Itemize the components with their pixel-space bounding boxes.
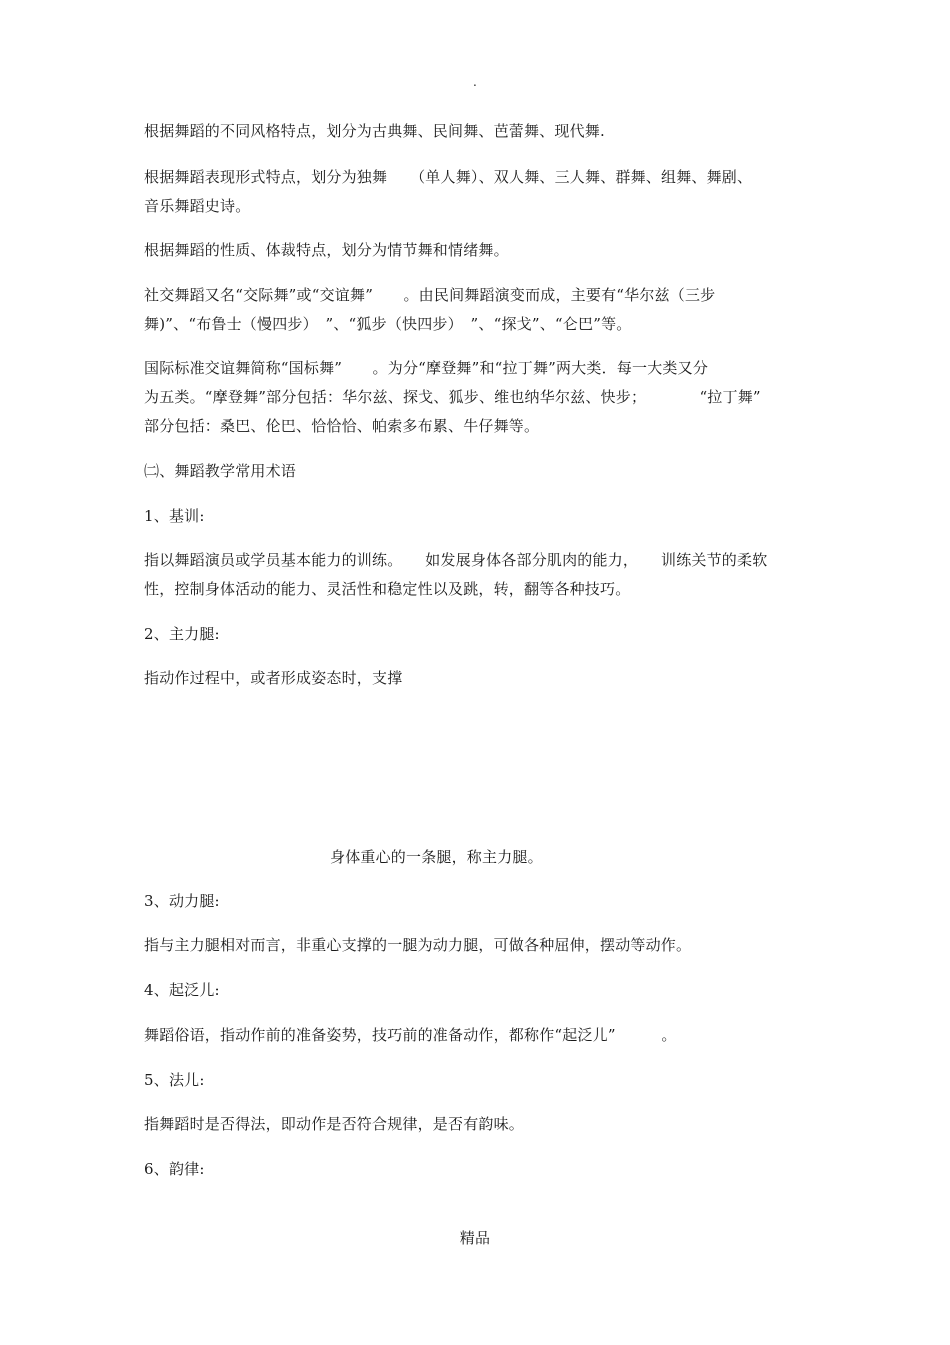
term-1-definition-line-2: 性，控制身体活动的能力、灵活性和稳定性以及跳，转，翻等各种技巧。 xyxy=(144,580,631,598)
term-1-definition-line-1: 指以舞蹈演员或学员基本能力的训练。 如发展身体各部分肌肉的能力， 训练关节的柔软 xyxy=(144,551,768,569)
paragraph-dance-styles: 根据舞蹈的不同风格特点，划分为古典舞、民间舞、芭蕾舞、现代舞. xyxy=(144,122,605,140)
paragraph-ballroom-line-1: 国际标准交谊舞简称“国标舞” 。为分“摩登舞”和“拉丁舞”两大类．每一大类又分 xyxy=(144,359,709,377)
section-heading: ㈡、舞蹈教学常用术语 xyxy=(144,462,297,480)
page-footer: 精品 xyxy=(459,1229,491,1247)
paragraph-ballroom-line-2: 为五类。“摩登舞”部分包括：华尔兹、探戈、狐步、维也纳华尔兹、快步； “拉丁舞” xyxy=(144,388,761,406)
paragraph-dance-forms-line-2: 音乐舞蹈史诗。 xyxy=(144,197,251,215)
term-3-title: 3、动力腿: xyxy=(144,892,220,910)
paragraph-social-dance-line-2: 舞)”、“布鲁士（慢四步） ”、“狐步（快四步） ”、“探戈”、“仑巴”等。 xyxy=(144,315,632,333)
term-3-definition: 指与主力腿相对而言，非重心支撑的一腿为动力腿，可做各种屈伸，摆动等动作。 xyxy=(144,936,692,954)
term-4-title: 4、起泛儿: xyxy=(144,981,220,999)
term-2-definition-line-2: 身体重心的一条腿，称主力腿。 xyxy=(330,848,543,866)
header-mark: . xyxy=(472,75,477,89)
paragraph-dance-nature: 根据舞蹈的性质、体裁特点，划分为情节舞和情绪舞。 xyxy=(144,241,509,259)
term-2-definition-line-1: 指动作过程中，或者形成姿态时，支撑 xyxy=(144,669,403,687)
paragraph-dance-forms-line-1: 根据舞蹈表现形式特点，划分为独舞 （单人舞）、双人舞、三人舞、群舞、组舞、舞剧、 xyxy=(144,168,753,186)
paragraph-ballroom-line-3: 部分包括：桑巴、伦巴、恰恰恰、帕索多布累、牛仔舞等。 xyxy=(144,417,540,435)
term-4-definition: 舞蹈俗语，指动作前的准备姿势，技巧前的准备动作，都称作“起泛儿” 。 xyxy=(144,1026,677,1044)
term-5-title: 5、法儿: xyxy=(144,1071,205,1089)
term-5-definition: 指舞蹈时是否得法，即动作是否符合规律，是否有韵味。 xyxy=(144,1115,525,1133)
term-6-title: 6、韵律: xyxy=(144,1160,205,1178)
term-1-title: 1、基训: xyxy=(144,507,205,525)
term-2-title: 2、主力腿: xyxy=(144,625,220,643)
paragraph-social-dance-line-1: 社交舞蹈又名“交际舞”或“交谊舞” 。由民间舞蹈演变而成，主要有“华尔兹（三步 xyxy=(144,286,716,304)
